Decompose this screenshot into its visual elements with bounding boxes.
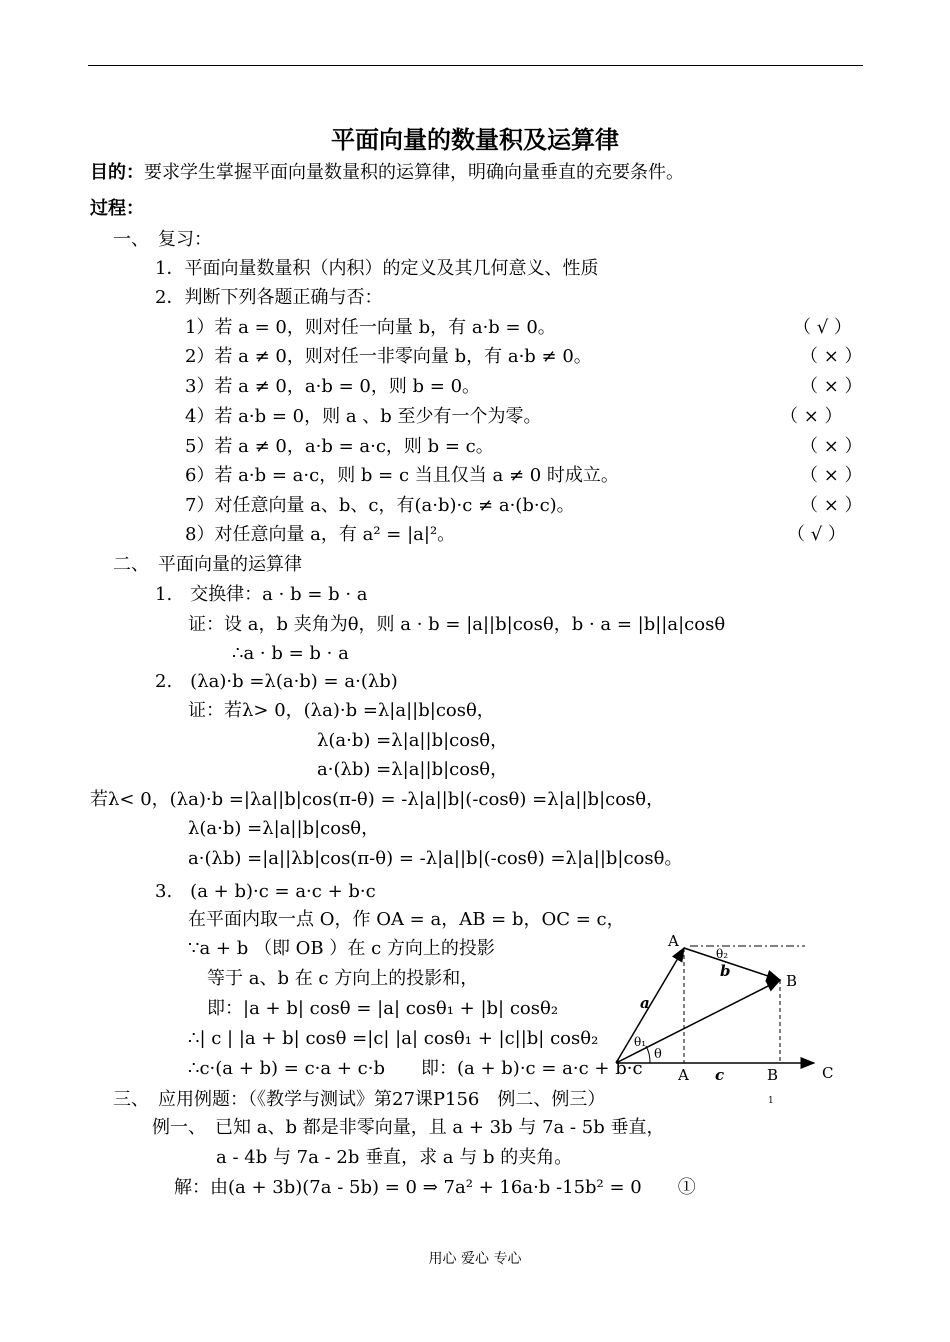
- page-title: 平面向量的数量积及运算律: [331, 126, 619, 154]
- law2-proof-pos-1: 证：若λ> 0，(λa)·b =λ|a||b|cosθ，: [188, 700, 495, 721]
- label-a: a: [640, 994, 650, 1012]
- header-rule: [88, 65, 863, 66]
- judgment-3: 3）若 a ≠ 0，a·b = 0，则 b = 0。: [185, 376, 481, 397]
- law2-proof-neg-3: a·(λb) =|a||λb|cos(π-θ) = -λ|a||b|(-cosθ) =λ|a||b|cosθ。: [188, 848, 683, 869]
- law3-line-4: 即：|a + b| cosθ = |a| cosθ₁ + |b| cosθ₂: [207, 998, 559, 1019]
- judgment-4: 4）若 a·b = 0，则 a 、b 至少有一个为零。: [185, 406, 542, 427]
- review-item-1: 1．平面向量数量积（内积）的定义及其几何意义、性质: [155, 258, 599, 279]
- judgment-2-mark: （ × ）: [800, 346, 863, 367]
- example1-line-1: 例一、 已知 a、b 都是非零向量，且 a + 3b 与 7a - 5b 垂直，: [152, 1117, 665, 1138]
- law1-conclusion: ∴a · b = b · a: [232, 643, 349, 664]
- law1-head: 1. 交换律：a · b = b · a: [155, 584, 368, 605]
- law3-line-6: ∴c·(a + b) = c·a + c·b 即：(a + b)·c = a·c + b·c: [188, 1058, 643, 1079]
- page-footer: 用心 爱心 专心: [428, 1251, 522, 1267]
- judgment-5-mark: （ × ）: [800, 436, 863, 457]
- judgment-2: 2）若 a ≠ 0，则对任一非零向量 b，有 a·b ≠ 0。: [185, 346, 592, 367]
- judgment-4-mark: （ × ）: [780, 406, 843, 427]
- label-A1: A: [678, 1066, 689, 1084]
- label-theta1: θ₁: [634, 1035, 647, 1049]
- judgment-7-mark: （ × ）: [800, 495, 863, 516]
- law3-line-5: ∴| c | |a + b| cosθ =|c| |a| cosθ₁ + |c||b| cosθ₂: [188, 1028, 599, 1049]
- label-theta2: θ₂: [716, 947, 729, 961]
- example1-line-2: a - 4b 与 7a - 2b 垂直，求 a 与 b 的夹角。: [216, 1147, 573, 1168]
- law2-proof-pos-2: λ(a·b) =λ|a||b|cosθ，: [317, 730, 509, 751]
- section-review: 一、 复习：: [113, 229, 212, 250]
- judgment-8-mark: （ √ ）: [787, 524, 846, 545]
- label-C: C: [822, 1064, 834, 1082]
- goal-line: [90, 161, 684, 185]
- label-b: b: [720, 962, 731, 980]
- judgment-5: 5）若 a ≠ 0，a·b = a·c，则 b = c。: [185, 436, 494, 457]
- section-laws: 二、 平面向量的运算律: [113, 554, 302, 575]
- law3-head: 3. (a + b)·c = a·c + b·c: [155, 881, 376, 902]
- judgment-1-mark: （ √ ）: [793, 317, 852, 338]
- law1-proof: 证：设 a，b 夹角为θ，则 a · b = |a||b|cosθ，b · a = |b||a|cosθ: [188, 614, 726, 635]
- label-B1: B: [767, 1066, 779, 1084]
- law3-line-2: ∵a + b （即 OB ）在 c 方向上的投影: [188, 938, 495, 959]
- judgment-1: 1）若 a = 0，则对任一向量 b，有 a·b = 0。: [185, 317, 556, 338]
- theta-arc: [646, 1046, 650, 1063]
- judgment-7: 7）对任意向量 a、b、c，有(a·b)·c ≠ a·(b·c)。: [185, 495, 575, 516]
- judgment-6-mark: （ × ）: [800, 465, 863, 486]
- law3-line-1: 在平面内取一点 O，作 OA = a，AB = b，OC = c，: [188, 909, 625, 930]
- section-application: 三、 应用例题：（《教学与测试》第27课P156 例二、例三）: [113, 1089, 606, 1110]
- judgment-6: 6）若 a·b = a·c，则 b = c 当且仅当 a ≠ 0 时成立。: [185, 465, 619, 486]
- label-B: B: [786, 972, 798, 990]
- label-c: c: [715, 1066, 725, 1084]
- law3-line-3: 等于 a、b 在 c 方向上的投影和，: [207, 968, 479, 989]
- label-B1-subscript: 1: [768, 1096, 774, 1106]
- law2-proof-neg-1: 若λ< 0，(λa)·b =|λa||b|cos(π-θ) = -λ|a||b|(-cosθ) =λ|a||b|cosθ，: [90, 789, 665, 810]
- example1-line-3: 解：由(a + 3b)(7a - 5b) = 0 ⇒ 7a² + 16a·b -15b² = 0 ①: [174, 1177, 696, 1198]
- judgment-3-mark: （ × ）: [800, 376, 863, 397]
- label-theta: θ: [654, 1047, 662, 1062]
- vector-b-arrow: [684, 948, 780, 980]
- review-item-2: 2．判断下列各题正确与否：: [155, 287, 383, 308]
- judgment-8: 8）对任意向量 a，有 a² = |a|²。: [185, 524, 456, 545]
- goal-text: 要求学生掌握平面向量数量积的运算律，明确向量垂直的充要条件。: [144, 162, 684, 183]
- process-label: 过程：: [90, 198, 144, 219]
- projection-diagram: [600, 928, 850, 1106]
- goal-label: 目的：: [90, 162, 144, 183]
- law2-proof-pos-3: a·(λb) =λ|a||b|cosθ，: [317, 759, 509, 780]
- label-A: A: [668, 932, 679, 950]
- law2-head: 2. (λa)·b =λ(a·b) = a·(λb): [155, 671, 398, 692]
- law2-proof-neg-2: λ(a·b) =λ|a||b|cosθ，: [188, 818, 380, 839]
